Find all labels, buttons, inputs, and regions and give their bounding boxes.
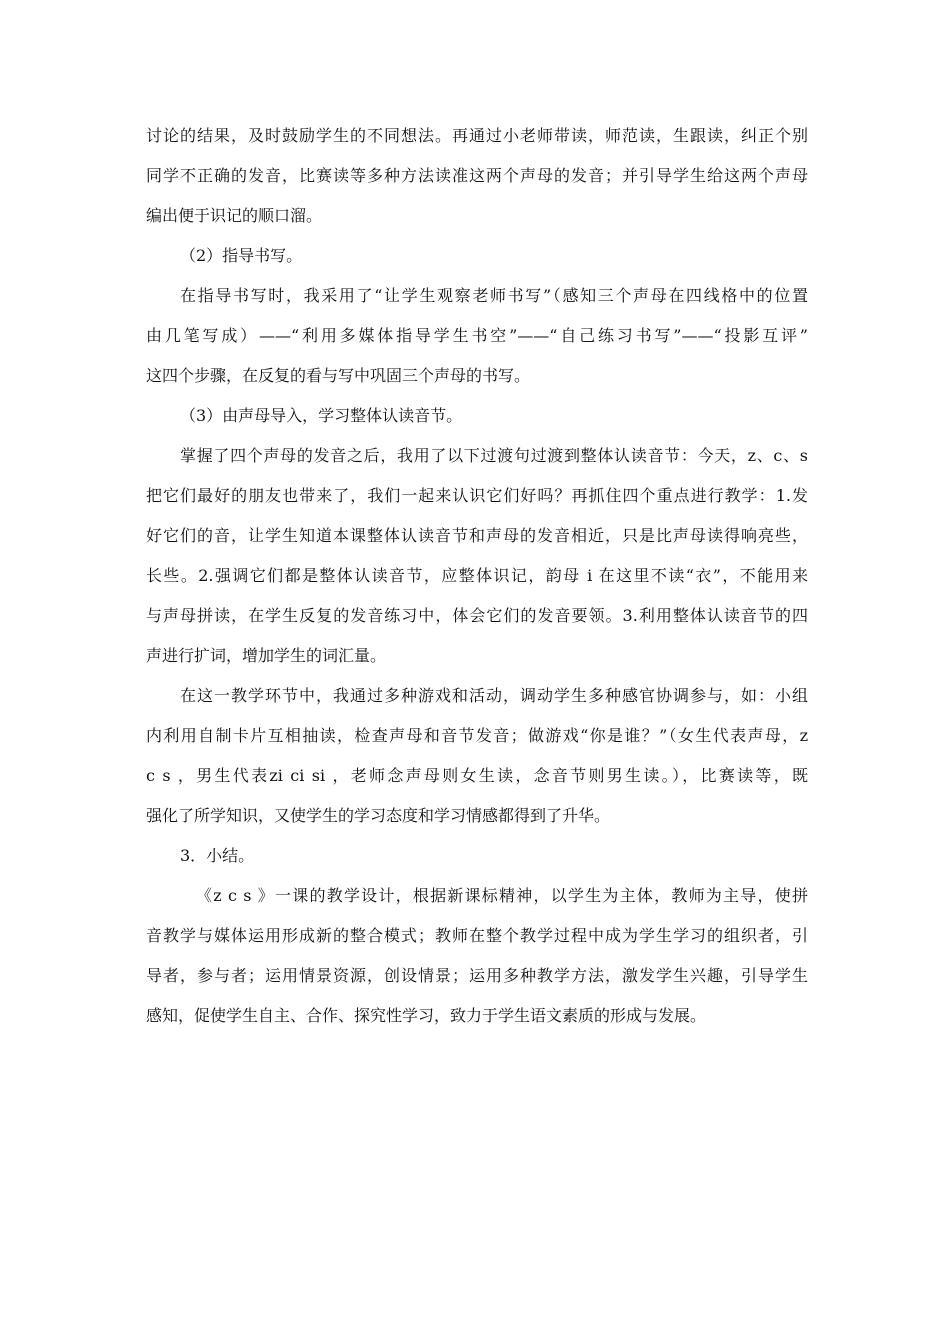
paragraph-line: 声进行扩词，增加学生的词汇量。: [146, 646, 387, 665]
paragraph-line: 由几笔写成）——“利用多媒体指导学生书空”——“自己练习书写”——“投影互评”: [146, 326, 808, 345]
paragraph-line: 讨论的结果，及时鼓励学生的不同想法。再通过小老师带读，师范读，生跟读，纠正个别: [146, 126, 808, 145]
paragraph-line: 《z c s 》一课的教学设计，根据新课标精神，以学生为主体，教师为主导，使拼: [196, 886, 808, 905]
paragraph-line: 音教学与媒体运用形成新的整合模式；教师在整个教学过程中成为学生学习的组织者，引: [146, 926, 808, 945]
paragraph-line: 内利用自制卡片互相抽读，检查声母和音节发音；做游戏“你是谁？”（女生代表声母，z: [146, 726, 808, 745]
paragraph-line: 长些。2.强调它们都是整体认读音节，应整体识记，韵母 i 在这里不读“衣”，不能用来: [146, 566, 808, 585]
paragraph-line: 在这一教学环节中，我通过多种游戏和活动，调动学生多种感官协调参与，如：小组: [180, 686, 808, 705]
paragraph-line: 在指导书写时，我采用了“让学生观察老师书写”（感知三个声母在四线格中的位置: [180, 286, 808, 305]
paragraph-line: c s ，男生代表zi ci si ，老师念声母则女生读，念音节则男生读。），比赛读等，既: [146, 766, 808, 785]
paragraph-line: 强化了所学知识，又使学生的学习态度和学习情感都得到了升华。: [146, 806, 611, 825]
paragraph-line: 把它们最好的朋友也带来了，我们一起来认识它们好吗？再抓住四个重点进行教学：1.发: [146, 486, 808, 505]
paragraph-line: 掌握了四个声母的发音之后，我用了以下过渡句过渡到整体认读音节：今天，z、c、s: [180, 446, 808, 465]
paragraph-line: 编出便于识记的顺口溜。: [146, 206, 323, 225]
paragraph-line: 感知，促使学生自主、合作、探究性学习，致力于学生语文素质的形成与发展。: [146, 1006, 707, 1025]
paragraph-line: 好它们的音，让学生知道本课整体认读音节和声母的发音相近，只是比声母读得响亮些，: [146, 526, 808, 545]
subheading-summary: 3．小结。: [180, 846, 255, 865]
paragraph-line: 与声母拼读，在学生反复的发音练习中，体会它们的发音要领。3.利用整体认读音节的四: [146, 606, 808, 625]
subheading-writing-guidance: （2）指导书写。: [180, 246, 303, 265]
paragraph-line: 同学不正确的发音，比赛读等多种方法读准这两个声母的发音；并引导学生给这两个声母: [146, 166, 808, 185]
paragraph-line: 导者，参与者；运用情景资源，创设情景；运用多种教学方法，激发学生兴趣，引导学生: [146, 966, 808, 985]
subheading-syllables: （3）由声母导入，学习整体认读音节。: [180, 406, 463, 425]
paragraph-line: 这四个步骤，在反复的看与写中巩固三个声母的书写。: [146, 366, 531, 385]
